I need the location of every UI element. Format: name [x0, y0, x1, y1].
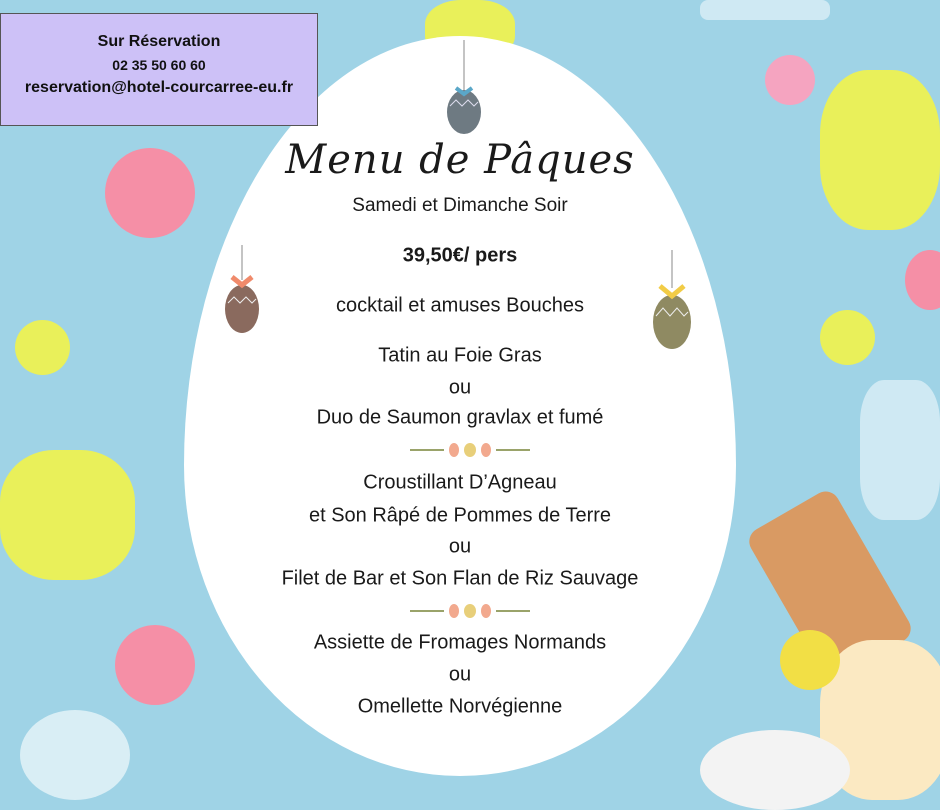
- reservation-box: [0, 13, 318, 126]
- dessert-item: Assiette de Fromages Normands: [313, 631, 607, 654]
- menu-subtitle: Samedi et Dimanche Soir: [352, 195, 568, 216]
- menu-aperitif: cocktail et amuses Bouches: [336, 294, 584, 317]
- starter-or: ou: [448, 376, 472, 399]
- reservation-email[interactable]: reservation@hotel-courcarree-eu.fr: [24, 79, 294, 96]
- menu-price: 39,50€/ pers: [402, 244, 518, 267]
- hanging-egg-icon: [442, 40, 486, 140]
- dessert-or: ou: [448, 663, 472, 686]
- reservation-title: Sur Réservation: [97, 33, 221, 50]
- egg-divider-icon: [410, 443, 530, 457]
- starter-item: Duo de Saumon gravlax et fumé: [316, 406, 604, 429]
- dessert-item: Omellette Norvégienne: [357, 695, 563, 718]
- main-item: Croustillant D’Agneau: [363, 471, 557, 494]
- menu-title: Menu de Pâques: [285, 137, 635, 183]
- reservation-phone[interactable]: 02 35 50 60 60: [112, 57, 206, 73]
- starter-item: Tatin au Foie Gras: [378, 344, 542, 367]
- main-item: et Son Râpé de Pommes de Terre: [308, 504, 612, 527]
- main-item: Filet de Bar et Son Flan de Riz Sauvage: [281, 567, 639, 590]
- egg-divider-icon: [410, 604, 530, 618]
- main-or: ou: [448, 535, 472, 558]
